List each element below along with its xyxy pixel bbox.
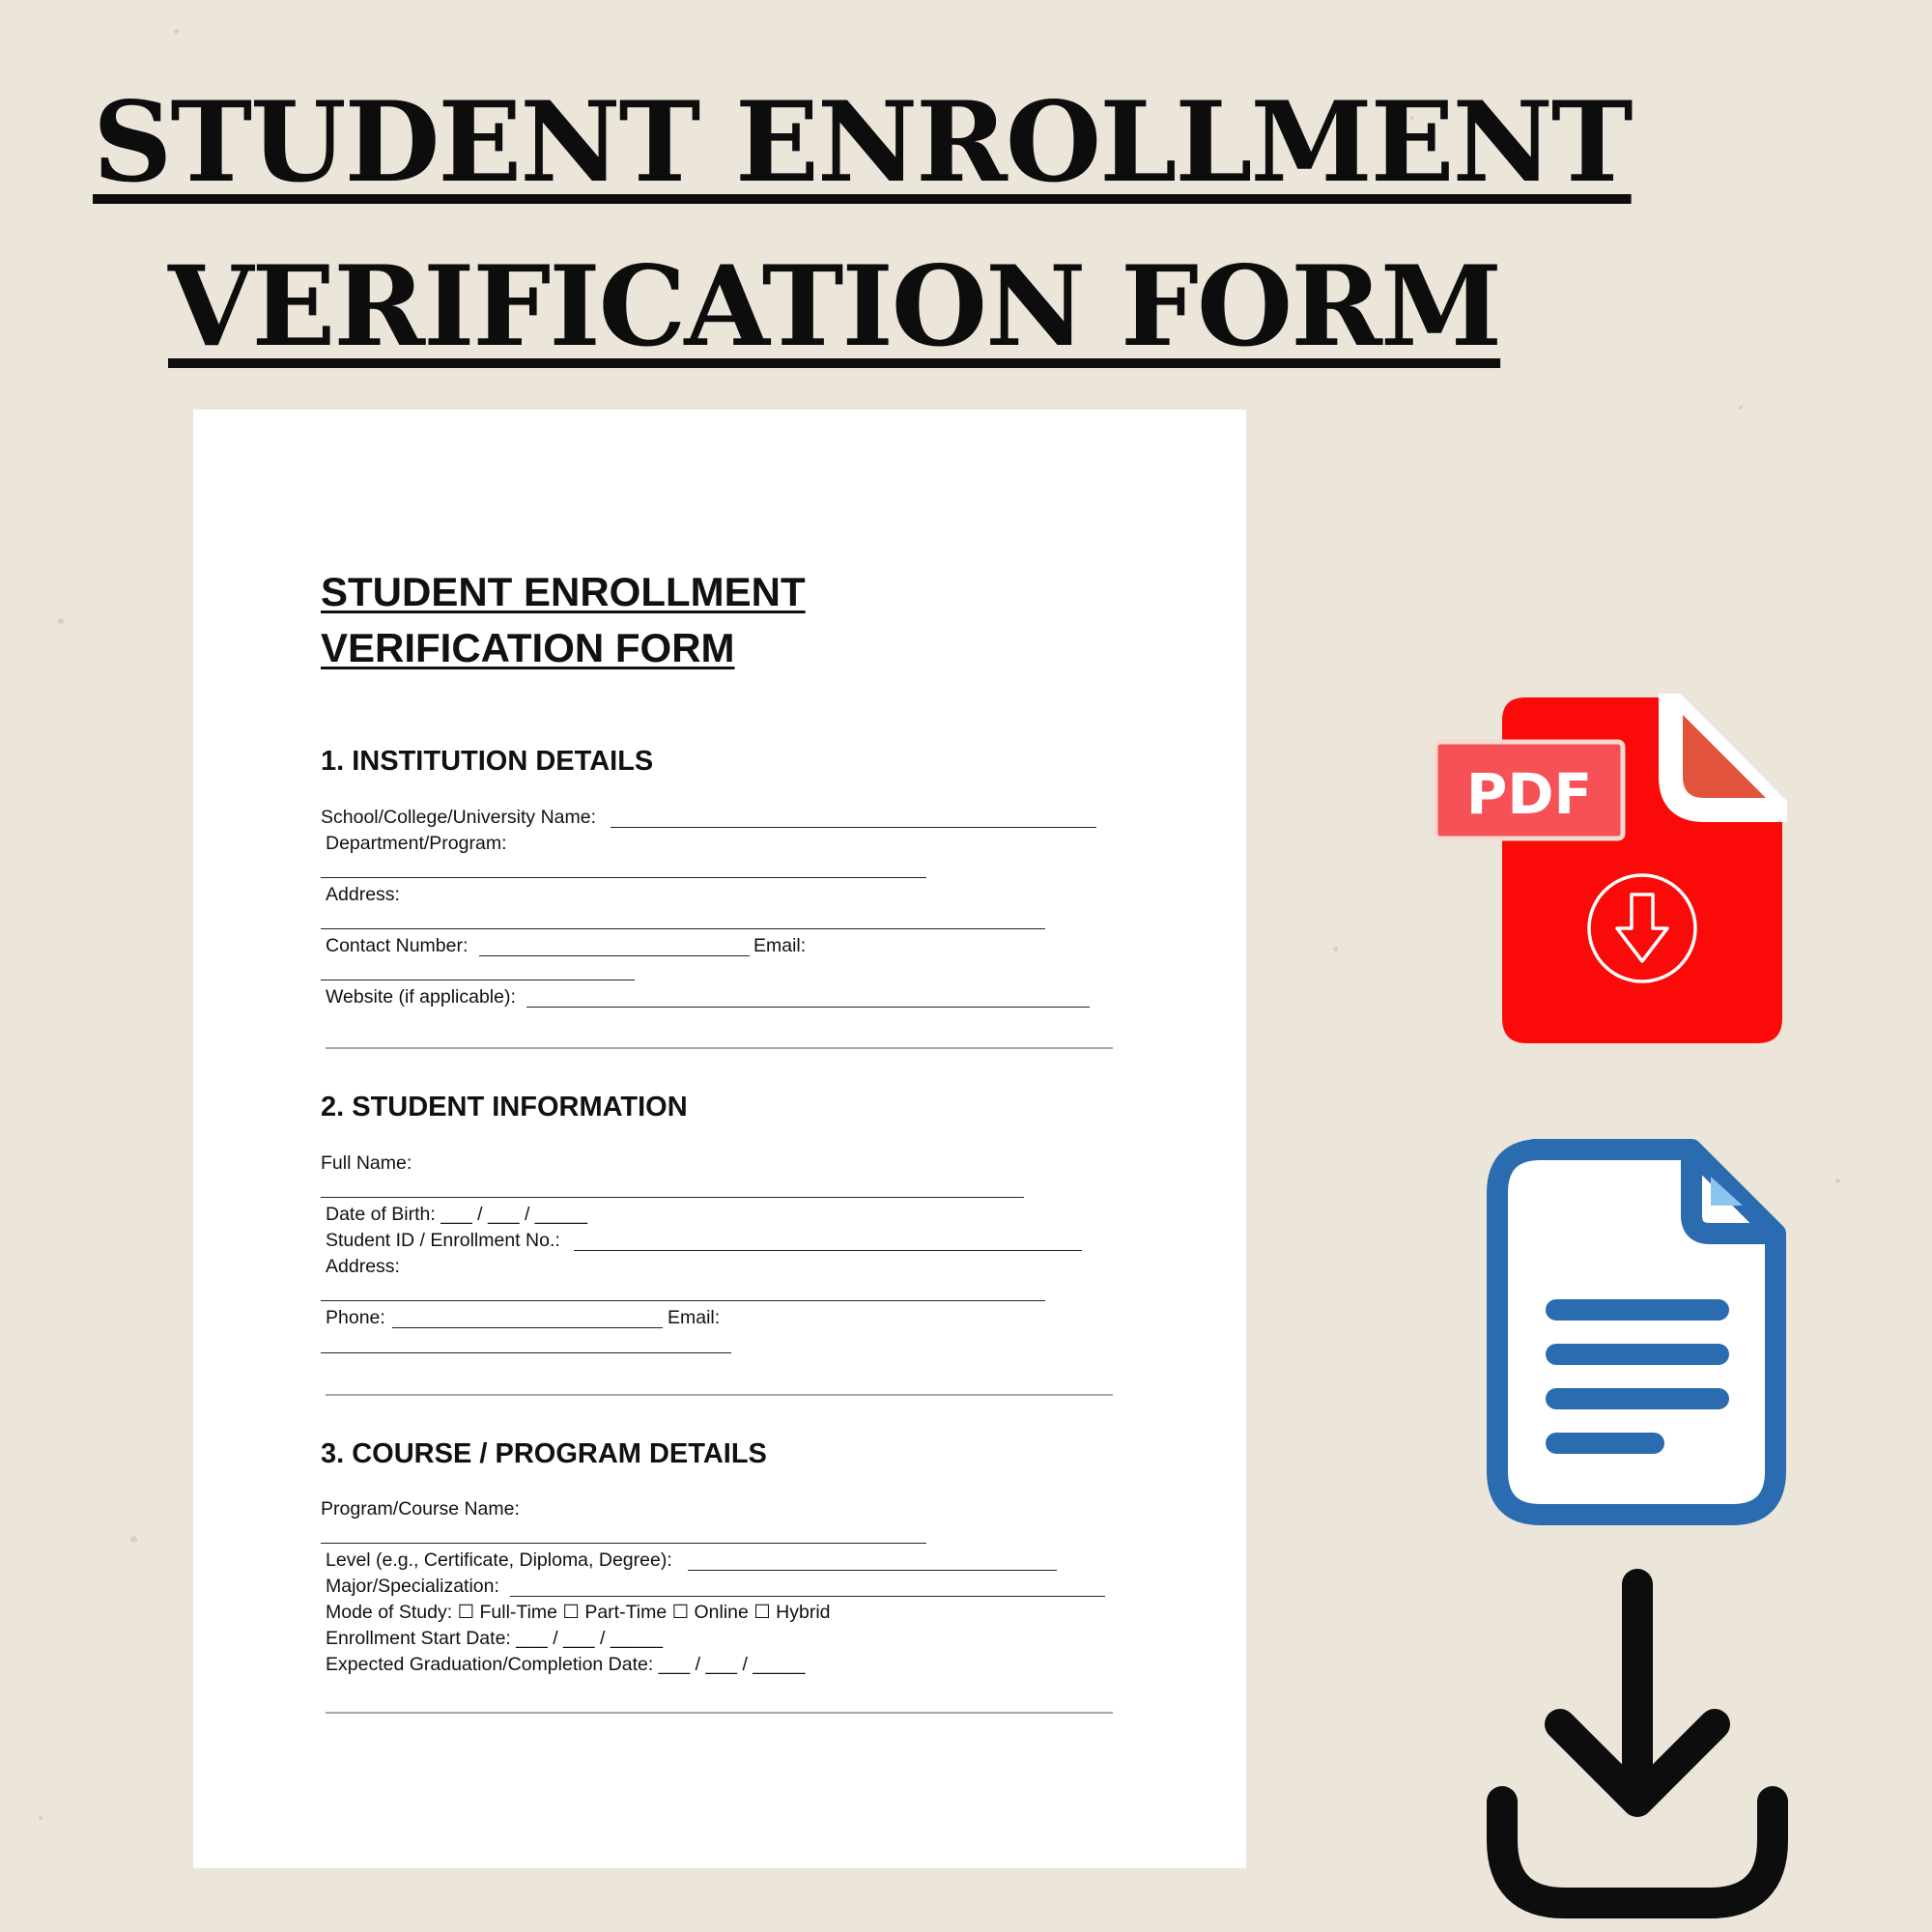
field-label-date-of-birth: Date of Birth: ___ / ___ / _____ bbox=[326, 1204, 588, 1225]
field-line-institution-address bbox=[321, 928, 1045, 929]
form-title bbox=[321, 564, 806, 676]
form-title-line-1: STUDENT ENROLLMENT bbox=[321, 569, 806, 614]
section-divider bbox=[326, 1394, 1113, 1396]
field-line-program-name bbox=[321, 1543, 926, 1544]
field-label-phone: Phone: bbox=[326, 1307, 385, 1328]
document-icon bbox=[1486, 1138, 1787, 1526]
field-line-level bbox=[688, 1570, 1057, 1571]
field-line-student-email bbox=[321, 1352, 731, 1353]
field-label-level: Level (e.g., Certificate, Diploma, Degree): bbox=[326, 1549, 672, 1571]
field-label-department: Department/Program: bbox=[326, 833, 507, 854]
field-label-institution-email: Email: bbox=[753, 935, 807, 956]
form-title-line-2: VERIFICATION FORM bbox=[321, 625, 735, 670]
field-label-program-name: Program/Course Name: bbox=[321, 1498, 520, 1520]
form-preview-page bbox=[193, 410, 1246, 1868]
pdf-download-icon bbox=[1430, 694, 1787, 1047]
field-label-graduation-date: Expected Graduation/Completion Date: ___ / ___ / _____ bbox=[326, 1654, 806, 1675]
section-heading-course: 3. COURSE / PROGRAM DETAILS bbox=[321, 1438, 767, 1469]
field-line-website bbox=[526, 1007, 1090, 1008]
pdf-label: PDF bbox=[1465, 761, 1593, 827]
field-label-start-date: Enrollment Start Date: ___ / ___ / _____ bbox=[326, 1628, 664, 1649]
hero-title-line-2: VERIFICATION FORM bbox=[168, 242, 1501, 371]
field-line-student-id bbox=[574, 1250, 1082, 1251]
field-label-contact-number: Contact Number: bbox=[326, 935, 469, 956]
field-line-phone bbox=[392, 1327, 663, 1328]
field-label-student-email: Email: bbox=[668, 1307, 721, 1328]
field-line-student-address bbox=[321, 1300, 1045, 1301]
field-label-student-address: Address: bbox=[326, 1256, 400, 1277]
field-line-full-name bbox=[321, 1197, 1024, 1198]
field-label-mode-of-study: Mode of Study: ☐ Full-Time ☐ Part-Time ☐ Online ☐ Hybrid bbox=[326, 1602, 831, 1623]
field-label-student-id: Student ID / Enrollment No.: bbox=[326, 1230, 560, 1251]
section-divider bbox=[326, 1712, 1113, 1714]
section-divider bbox=[326, 1047, 1113, 1049]
field-label-major: Major/Specialization: bbox=[326, 1576, 499, 1597]
field-label-website: Website (if applicable): bbox=[326, 986, 516, 1008]
field-label-institution-address: Address: bbox=[326, 884, 400, 905]
section-heading-institution: 1. INSTITUTION DETAILS bbox=[321, 746, 654, 777]
field-label-full-name: Full Name: bbox=[321, 1152, 412, 1174]
hero-title-line-1: STUDENT ENROLLMENT bbox=[93, 77, 1632, 207]
field-line-major bbox=[510, 1596, 1105, 1597]
field-line-contact-number bbox=[479, 955, 750, 956]
section-heading-student: 2. STUDENT INFORMATION bbox=[321, 1092, 688, 1122]
field-label-school-name: School/College/University Name: bbox=[321, 807, 597, 828]
download-icon bbox=[1483, 1565, 1792, 1922]
field-line-department bbox=[321, 877, 926, 878]
field-line-school-name bbox=[611, 827, 1096, 828]
